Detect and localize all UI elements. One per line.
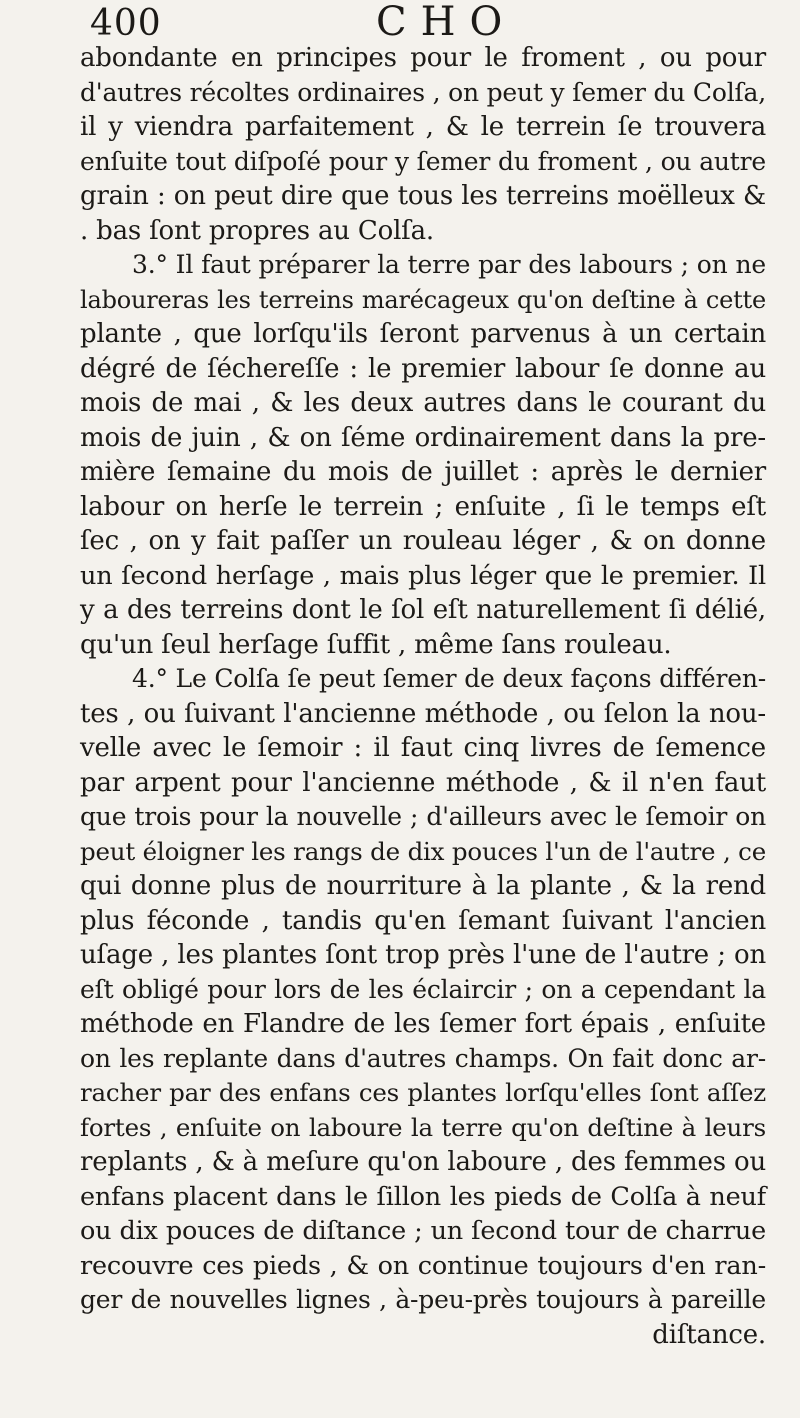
text-line: recouvre ces pieds , & on continue toujours d'en ran- [80, 1250, 766, 1281]
text-line: . bas ſont propres au Colſa. [80, 215, 434, 246]
text-line: mière ſemaine du mois de juillet : après le dernier [80, 457, 766, 487]
text-line: un ſecond herſage , mais plus léger que le premier. Il [80, 560, 766, 591]
text-line: fortes , enſuite on laboure la terre qu'on deſtine à leurs [80, 1112, 766, 1142]
text-line: ger de nouvelles lignes , à-peu-près toujours à pareille [80, 1285, 766, 1314]
text-line: dégré de ſéchereſſe : le premier labour ſe donne au [80, 353, 766, 384]
text-line: que trois pour la nouvelle ; d'ailleurs avec le ſemoir on [80, 802, 766, 831]
text-line: uſage , les plantes ſont trop près l'une de l'autre ; on [80, 940, 766, 970]
text-line: enſuite tout diſpoſé pour y ſemer du froment , ou autre [80, 146, 766, 176]
text-line: ou dix pouces de diſtance ; un ſecond tour de charrue [80, 1216, 766, 1246]
paragraph-3-start: 3.° Il faut préparer la terre par des labours ; on ne [132, 250, 766, 279]
text-line: y a des terreins dont le ſol eſt naturellement ſi délié, [80, 595, 766, 625]
text-line: diſtance. [652, 1319, 766, 1350]
text-line: replants , & à meſure qu'on laboure , des femmes ou [80, 1147, 766, 1177]
text-line: d'autres récoltes ordinaires , on peut y ſemer du Colſa, [80, 77, 766, 107]
text-line: enfans placent dans le ſillon les pieds de Colſa à neuf [80, 1181, 766, 1212]
text-line: racher par des enfans ces plantes lorſqu'elles ſont aſſez [80, 1078, 766, 1107]
text-line: labour on herſe le terrein ; enſuite , ſi le temps eſt [80, 491, 766, 522]
text-line: peut éloigner les rangs de dix pouces l'un de l'autre , ce [80, 836, 766, 866]
text-line: velle avec le ſemoir : il faut cinq livres de ſemence [80, 733, 766, 763]
text-line: mois de mai , & les deux autres dans le courant du [80, 388, 766, 418]
page-number: 400 [90, 3, 162, 44]
text-line: mois de juin , & on ſéme ordinairement dans la pre- [80, 422, 766, 453]
paragraph-4-start: 4.° Le Colſa ſe peut ſemer de deux façons différen- [132, 664, 766, 693]
text-line: méthode en Flandre de les ſemer fort épais , enſuite [80, 1009, 766, 1039]
text-line: tes , ou ſuivant l'ancienne méthode , ou ſelon la nou- [80, 698, 766, 729]
text-line: abondante en principes pour le froment , ou pour [80, 43, 766, 73]
text-line: on les replante dans d'autres champs. On fait donc ar- [80, 1043, 766, 1073]
text-line: ſec , on y fait paſſer un rouleau léger , & on donne [80, 526, 766, 556]
text-line: plante , que lorſqu'ils ſeront parvenus à un certain [80, 319, 766, 349]
text-line: laboureras les terreins marécageux qu'on deſtine à cette [80, 285, 766, 314]
text-line: qu'un ſeul herſage ſuffit , même ſans rouleau. [80, 629, 672, 660]
text-line: plus féconde , tandis qu'en ſemant ſuivant l'ancien [80, 905, 766, 936]
running-head: CHO [376, 0, 517, 45]
text-line: par arpent pour l'ancienne méthode , & il n'en faut [80, 767, 766, 798]
text-line: grain : on peut dire que tous les terreins moëlleux & [80, 181, 766, 211]
text-line: qui donne plus de nourriture à la plante , & la rend [80, 871, 766, 901]
body-text [80, 41, 766, 1352]
text-line: eſt obligé pour lors de les éclaircir ; on a cependant la [80, 974, 766, 1004]
text-line: il y viendra parfaitement , & le terrein ſe trouvera [80, 112, 766, 142]
